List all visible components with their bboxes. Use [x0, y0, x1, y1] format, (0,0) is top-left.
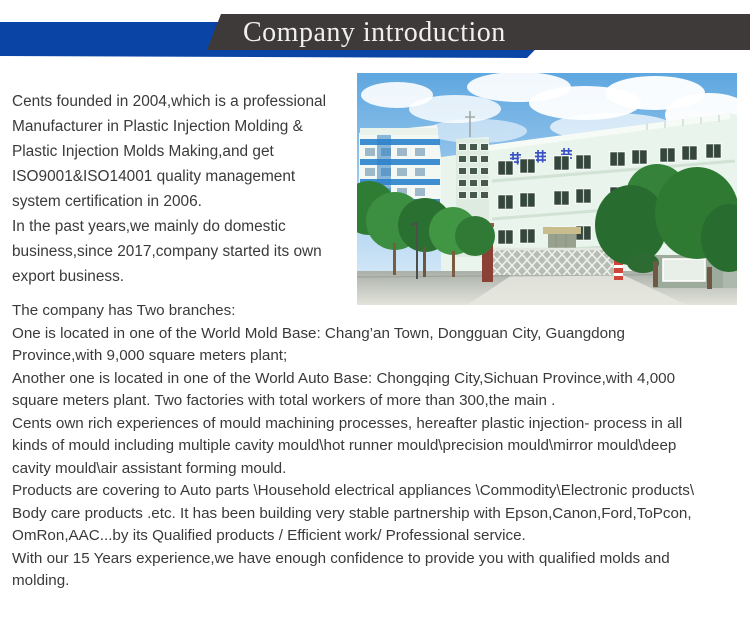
text-line: kinds of mould including multiple cavity mould\hot runner mould\precision mould\mirror mould\deep	[12, 437, 677, 454]
section-title: Company introduction	[243, 17, 506, 48]
entrance-canopy	[543, 227, 581, 234]
text-line: In the past years,we mainly do domestic	[12, 218, 286, 235]
text-line: square meters plant. Two factories with total workers of more than 300,the main .	[12, 392, 556, 409]
text-line: The company has Two branches:	[12, 302, 236, 319]
factory-photo-illustration	[357, 73, 737, 305]
text-line: ISO9001&ISO14001 quality management	[12, 168, 296, 185]
text-line: Another one is located in one of the World Auto Base: Chongqing City,Sichuan Province,with 4,000	[12, 369, 676, 387]
text-line: Province,with 9,000 square meters plant;	[12, 347, 288, 364]
text-line: system certification in 2006.	[12, 193, 202, 210]
factory-photo	[357, 73, 737, 305]
text-line: cavity mould\air assistant forming mould.	[12, 459, 287, 477]
text-line: Body care products .etc. It has been building very stable partnership with Epson,Canon,Ford,ToPcon,	[12, 504, 692, 522]
text-line: business,since 2017,company started its own	[12, 243, 322, 260]
text-line: export business.	[12, 268, 125, 285]
intro-paragraph	[12, 89, 357, 289]
text-line: Products are covering to Auto parts \Household electrical appliances \Commodity\Electronic products\	[12, 482, 695, 499]
text-line: Plastic Injection Molds Making,and get	[12, 143, 274, 160]
text-line: OmRon,AAC...by its Qualified products / Efficient work/ Professional service.	[12, 527, 526, 544]
details-paragraph	[12, 300, 750, 593]
section-banner	[0, 0, 750, 62]
text-line: Manufacturer in Plastic Injection Molding &	[12, 118, 303, 135]
text-line: One is located in one of the World Mold Base: Chang’an Town, Dongguan City, Guangdong	[12, 324, 625, 342]
text-line: Cents own rich experiences of mould machining processes, hereafter plastic injection- process in all	[12, 414, 683, 432]
text-line: molding.	[12, 572, 70, 589]
text-line: With our 15 Years experience,we have enough confidence to provide you with qualified molds and	[12, 549, 670, 567]
text-line: Cents founded in 2004,which is a professional	[12, 93, 326, 110]
